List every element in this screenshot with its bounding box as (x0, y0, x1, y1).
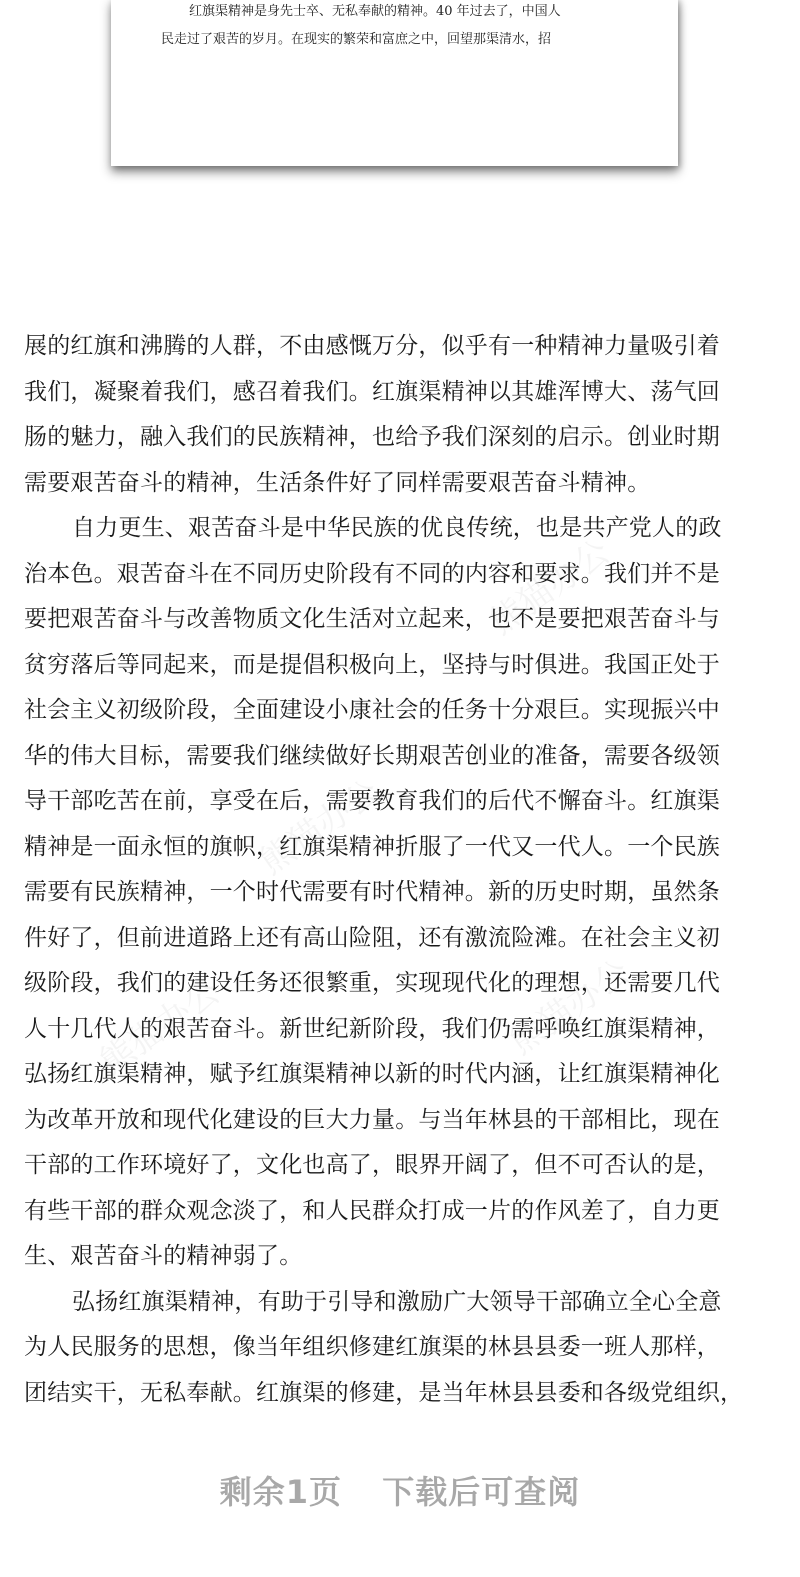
body-line: 要把艰苦奋斗与改善物质文化生活对立起来，也不是要把艰苦奋斗与 (24, 606, 720, 632)
body-line: 肠的魅力，融入我们的民族精神，也给予我们深刻的启示。创业时期 (24, 424, 720, 450)
body-line: 治本色。艰苦奋斗在不同历史阶段有不同的内容和要求。我们并不是 (24, 560, 720, 587)
body-line: 弘扬红旗渠精神，赋予红旗渠精神以新的时代内涵，让红旗渠精神化 (24, 1061, 720, 1087)
body-line: 我们，凝聚着我们，感召着我们。红旗渠精神以其雄浑博大、荡气回 (24, 378, 720, 405)
body-line: 自力更生、艰苦奋斗是中华民族的优良传统，也是共产党人的政 (72, 515, 722, 541)
body-line: 为改革开放和现代化建设的巨大力量。与当年林县的干部相比，现在 (24, 1106, 720, 1133)
body-line: 干部的工作环境好了，文化也高了，眼界开阔了，但不可否认的是， (24, 1152, 720, 1178)
download-prompt-banner[interactable] (0, 1462, 800, 1522)
body-line: 华的伟大目标，需要我们继续做好长期艰苦创业的准备，需要各级领 (24, 742, 720, 769)
body-line: 展的红旗和沸腾的人群，不由感慨万分，似乎有一种精神力量吸引着 (24, 333, 720, 359)
body-line: 精神是一面永恒的旗帜，红旗渠精神折服了一代又一代人。一个民族 (24, 833, 720, 860)
preview-line: 红旗渠精神是身先士卒、无私奉献的精神。40 年过去了，中国人 (189, 4, 561, 19)
body-line: 需要艰苦奋斗的精神，生活条件好了同样需要艰苦奋斗精神。 (24, 469, 651, 496)
body-line: 有些干部的群众观念淡了，和人民群众打成一片的作风差了，自力更 (24, 1197, 720, 1224)
body-line: 级阶段，我们的建设任务还很繁重，实现现代化的理想，还需要几代 (24, 970, 720, 996)
body-line: 团结实干，无私奉献。红旗渠的修建，是当年林县县委和各级党组织， (24, 1379, 744, 1406)
preview-page-card (111, 0, 678, 166)
body-line: 社会主义初级阶段，全面建设小康社会的任务十分艰巨。实现振兴中 (24, 697, 720, 723)
download-hint-label[interactable]: 下载后可查阅 (382, 1473, 581, 1511)
body-line: 导干部吃苦在前，享受在后，需要教育我们的后代不懈奋斗。红旗渠 (24, 788, 720, 814)
body-line: 需要有民族精神，一个时代需要有时代精神。新的历史时期，虽然条 (24, 879, 720, 905)
preview-line: 民走过了艰苦的岁月。在现实的繁荣和富庶之中，回望那渠清水，招 (161, 32, 552, 47)
body-line: 件好了，但前进道路上还有高山险阻，还有激流险滩。在社会主义初 (24, 924, 720, 951)
body-line: 生、艰苦奋斗的精神弱了。 (24, 1243, 303, 1269)
body-line: 贫穷落后等同起来，而是提倡积极向上，坚持与时俱进。我国正处于 (24, 651, 720, 678)
body-line: 为人民服务的思想，像当年组织修建红旗渠的林县县委一班人那样， (24, 1334, 720, 1360)
body-line: 弘扬红旗渠精神，有助于引导和激励广大领导干部确立全心全意 (72, 1288, 722, 1315)
remaining-pages-label: 剩余1页 (219, 1473, 343, 1511)
document-body (24, 324, 780, 1416)
body-line: 人十几代人的艰苦奋斗。新世纪新阶段，我们仍需呼唤红旗渠精神， (24, 1015, 720, 1042)
